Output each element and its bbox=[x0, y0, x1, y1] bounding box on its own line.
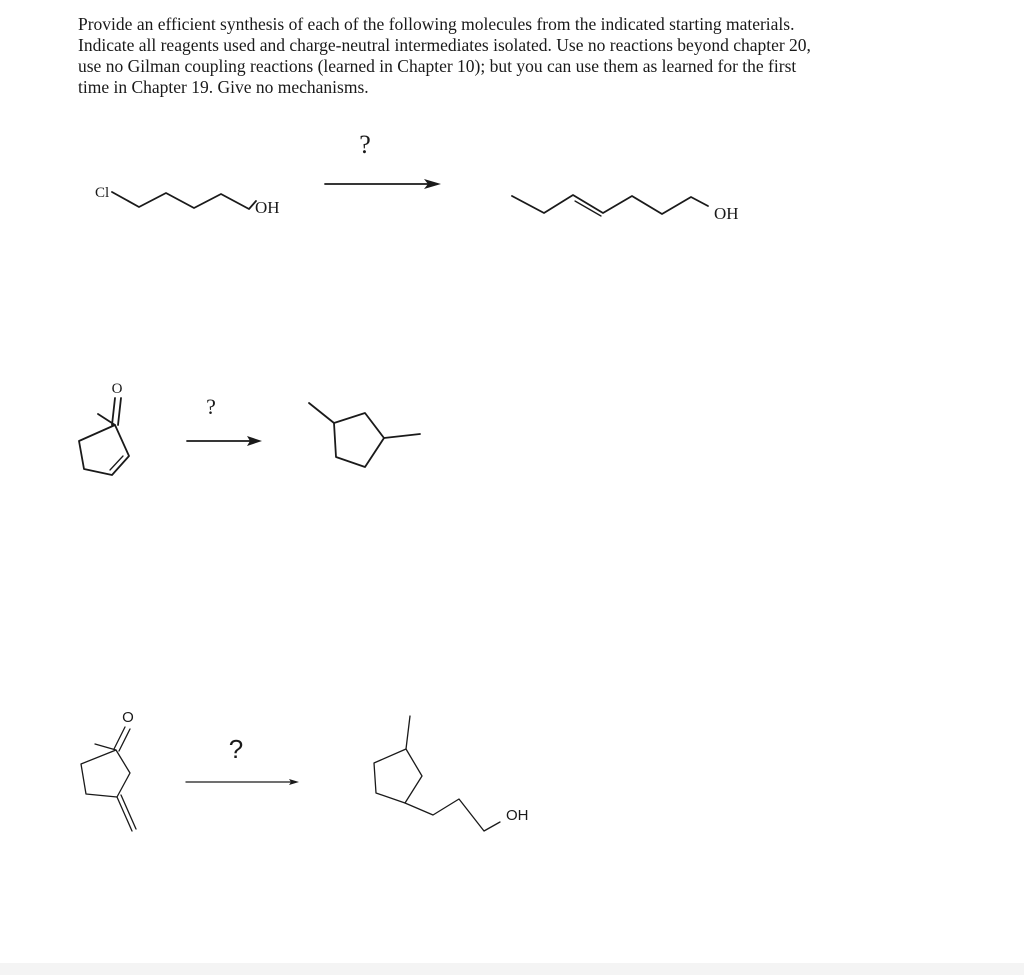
instruction-line-2: Indicate all reagents used and charge-neutral intermediates isolated. Use no reactions beyond chapter 20, bbox=[78, 35, 811, 55]
problem-3-o-label: O bbox=[122, 709, 134, 726]
problem-1 bbox=[95, 130, 739, 223]
page-footer-band bbox=[0, 963, 1024, 975]
problem-2-o-label: O bbox=[111, 381, 123, 397]
problem-1-product-chain bbox=[512, 195, 708, 214]
problem-3-reaction-arrow bbox=[186, 779, 299, 785]
problem-3 bbox=[81, 709, 529, 831]
problem-2-question-mark: ? bbox=[206, 394, 216, 419]
instruction-line-4: time in Chapter 19. Give no mechanisms. bbox=[78, 77, 369, 97]
problem-1-product-oh-label: OH bbox=[714, 204, 739, 223]
problem-3-starting-material bbox=[81, 709, 136, 831]
instruction-line-3: use no Gilman coupling reactions (learned in Chapter 10); but you can use them as learned for the first bbox=[78, 56, 797, 76]
problem-1-oh-label: OH bbox=[255, 198, 280, 217]
problem-1-reaction-arrow bbox=[325, 179, 441, 189]
problem-1-question-mark: ? bbox=[359, 130, 371, 159]
problem-1-start-chain bbox=[112, 192, 256, 209]
problem-3-question-mark: ? bbox=[228, 734, 244, 764]
problem-3-product-oh-label: OH bbox=[506, 807, 529, 824]
problem-2-reaction-arrow bbox=[187, 436, 262, 446]
problem-1-starting-material bbox=[95, 185, 280, 217]
problem-2-product bbox=[309, 403, 420, 467]
problem-2 bbox=[79, 381, 420, 475]
problem-1-cl-label: Cl bbox=[95, 185, 110, 201]
instruction-line-1: Provide an efficient synthesis of each of the following molecules from the indicated starting materials. bbox=[78, 14, 795, 34]
problem-2-starting-material bbox=[79, 381, 129, 475]
problem-1-product bbox=[512, 195, 739, 223]
problem-3-product bbox=[374, 716, 529, 831]
